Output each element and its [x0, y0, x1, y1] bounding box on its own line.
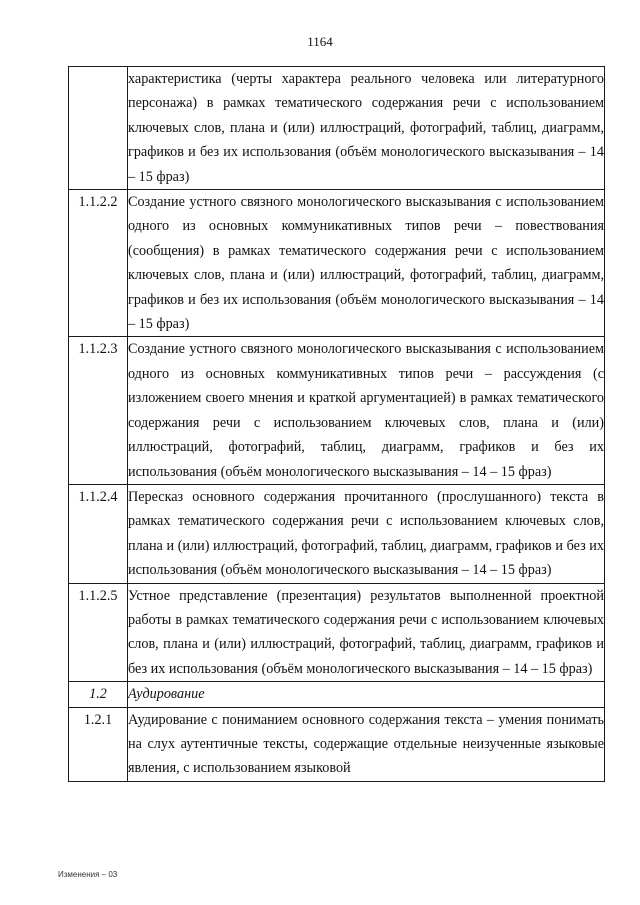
row-text: Устное представление (презентация) результатов выполненной проектной работы в рамках тематического содержания речи с использованием ключевых слов, плана и (или) иллюстраций, фотографий, таблиц, диаграмм, графиков и без их использования (объём монологического высказывания – 14 – 15 фраз): [128, 587, 604, 677]
table-row: [69, 67, 605, 190]
row-number: 1.1.2.3: [69, 337, 128, 484]
table-row: [69, 707, 605, 781]
row-number: 1.1.2.5: [69, 583, 128, 682]
row-number: [69, 67, 128, 190]
row-text: Создание устного связного монологического высказывания с использованием одного из основных коммуникативных типов речи – повествования (сообщения) в рамках тематического содержания речи с использованием ключевых слов, плана и (или) иллюстраций, фотографий, таблиц, диаграмм, графиков и без их использования (объём монологического высказывания – 14 – 15 фраз): [128, 194, 604, 333]
requirements-table: [68, 66, 605, 782]
table-row: [69, 337, 605, 484]
table-row: [69, 190, 605, 337]
row-number: 1.2.1: [69, 707, 128, 781]
footer-revision-note: Изменения – 03: [58, 870, 118, 879]
row-text: характеристика (черты характера реального человека или литературного персонажа) в рамках тематического содержания речи с использованием ключевых слов, плана и (или) иллюстраций, фотографий, таблиц, диаграмм, графиков и без их использования (объём монологического высказывания – 14 – 15 фраз): [128, 71, 604, 185]
section-heading-row: [69, 682, 605, 707]
row-text: Создание устного связного монологического высказывания с использованием одного из основных коммуникативных типов речи – рассуждения (с изложением своего мнения и краткой аргументацией) в рамках тематического содержания речи с использованием ключевых слов, плана и (или) иллюстраций, фотографий, таблиц, диаграмм, графиков и без их использования (объём монологического высказывания – 14 – 15 фраз): [128, 341, 604, 480]
section-number: 1.2: [69, 682, 128, 707]
row-text: Аудирование с пониманием основного содержания текста – умения понимать на слух аутентичные тексты, содержащие отдельные неизученные языковые явления, с использованием языковой: [128, 711, 604, 777]
row-text: Пересказ основного содержания прочитанного (прослушанного) текста в рамках тематического содержания речи с использованием ключевых слов, плана и (или) иллюстраций, фотографий, таблиц, диаграмм, графиков и без их использования (объём монологического высказывания – 14 – 15 фраз): [128, 488, 604, 579]
section-title: Аудирование: [128, 682, 605, 707]
table-row: [69, 583, 605, 682]
row-number: 1.1.2.2: [69, 190, 128, 337]
row-number: 1.1.2.4: [69, 484, 128, 583]
page-number: 1164: [307, 34, 333, 49]
table-row: [69, 484, 605, 583]
